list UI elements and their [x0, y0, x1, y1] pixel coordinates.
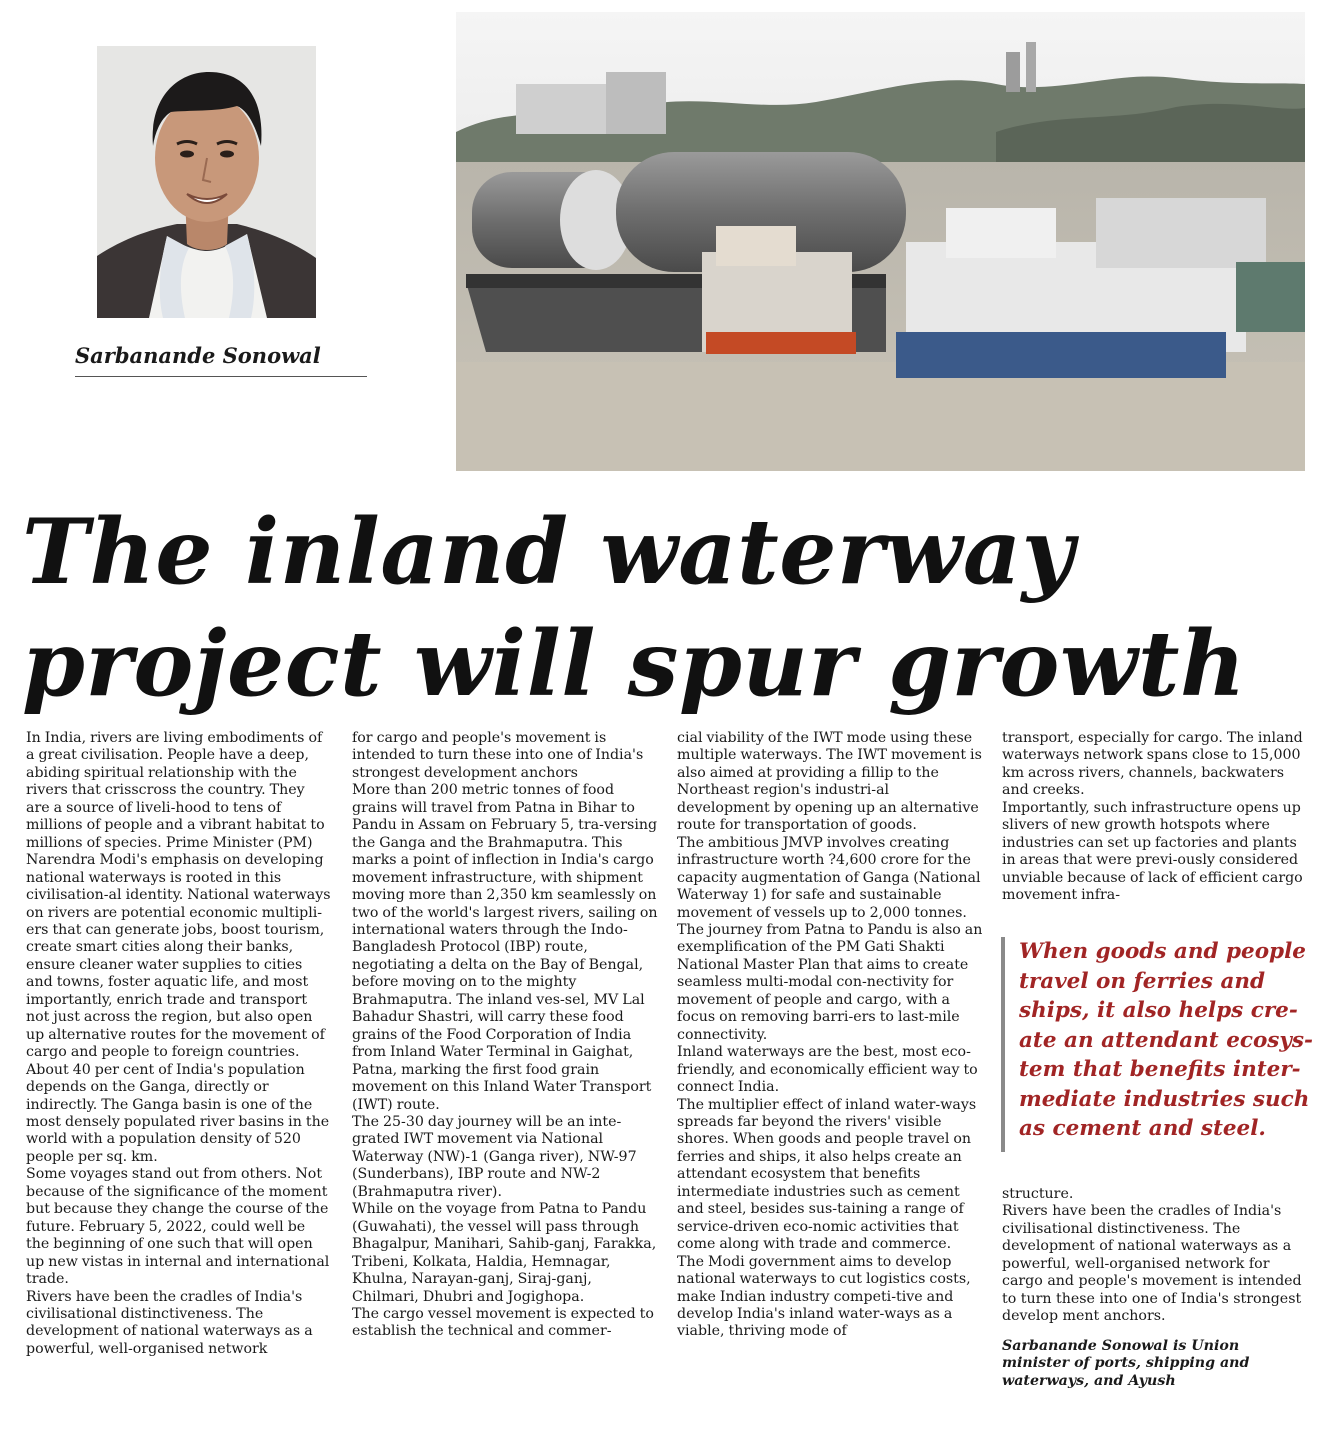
- paragraph: The ambitious JMVP involves creating infrastructure worth ?4,600 crore for the capacity augmentation of Ganga (National Waterway 1) for safe and sustainable movement of vessels up to 2,000 tonnes.: [677, 834, 981, 921]
- paragraph: The multiplier effect of inland water-ways spreads far beyond the rivers' visible shores. When goods and people travel on ferries and ships, it also helps create an attendant ecosystem that benefits intermediate industries such as cement and steel, besides sus-taining a range of service-driven eco-nomic activities that come along with trade and commerce.: [677, 1096, 977, 1253]
- cargo-vessel-photo: [456, 12, 1305, 471]
- article-column-4: [1002, 730, 1308, 905]
- paragraph: cial viability of the IWT mode using these multiple waterways. The IWT movement is also aimed at providing a fillip to the Northeast region's industri-al development by opening up an alternative route for transportation of goods.: [677, 730, 982, 834]
- paragraph: Inland waterways are the best, most eco-friendly, and economically efficient way to connect India.: [677, 1044, 978, 1096]
- article-column-4-continued: [1002, 1186, 1308, 1390]
- paragraph: The 25-30 day journey will be an inte-grated IWT movement via National Waterway (NW)-1 (Ganga river), NW-97 (Sunderbans), IBP route and NW-2 (Brahmaputra river).: [352, 1113, 637, 1200]
- paragraph: structure.: [1002, 1186, 1074, 1202]
- paragraph: Rivers have been the cradles of India's civilisational distinctiveness. The development of national waterways as a powerful, well-organised network for cargo and people's movement is intended to turn these into one of India's strongest develop ment anchors.: [1002, 1203, 1302, 1325]
- paragraph: Some voyages stand out from others. Not because of the significance of the moment but because they change the course of the future. February 5, 2022, could well be the beginning of one such that will open up new vistas in internal and international trade.: [26, 1166, 330, 1288]
- headline-line-1: The inland waterway: [22, 499, 1075, 605]
- article-column-3: [677, 730, 983, 1341]
- article-column-1: [26, 730, 332, 1358]
- paragraph: The cargo vessel movement is expected to establish the technical and commer-: [352, 1305, 654, 1340]
- paragraph: for cargo and people's movement is intended to turn these into one of India's strongest development anchors: [352, 730, 644, 781]
- paragraph: While on the voyage from Patna to Pandu (Guwahati), the vessel will pass through Bhagalpur, Manihari, Sahib-ganj, Farakka, Tribeni, Kolkata, Haldia, Hemnagar, Khulna, Narayan-ganj, Siraj-ganj, Chilmari, Dhubri and Jogighopa.: [352, 1201, 657, 1305]
- paragraph: In India, rivers are living embodiments of a great civilisation. People have a deep, abiding spiritual relationship with the rivers that crisscross the country. They are a source of liveli-hood to tens of millions of people and a vibrant habitat to millions of species. Prime Minister (PM) Narendra Modi's emphasis on developing national waterways is rooted in this civilisation-al identity. National waterways on rivers are potential economic multipli-ers that can generate jobs, boost tourism, create smart cities along their banks, ensure cleaner water supplies to cities and towns, foster aquatic life, and most importantly, enrich trade and transport not just across the region, but also open up alternative routes for the movement of cargo and people to foreign countries.: [26, 730, 331, 1061]
- author-bio: Sarbanande Sonowal is Union minister of ports, shipping and waterways, and Ayush: [1002, 1337, 1250, 1389]
- paragraph: More than 200 metric tonnes of food grains will travel from Patna in Bihar to Pandu in Assam on February 5, tra-versing the Ganga and the Brahmaputra. This marks a point of inflection in India's cargo movement infrastructure, with shipment moving more than 2,350 km seamlessly on two of the world's largest rivers, sailing on international waters through the Indo-Bangladesh Protocol (IBP) route, negotiating a delta on the Bay of Bengal, before moving on to the mighty Brahmaputra. The inland ves-sel, MV Lal Bahadur Shastri, will carry these food grains of the Food Corporation of India from Inland Water Terminal in Gaighat, Patna, marking the first food grain movement on this Inland Water Transport (IWT) route.: [352, 782, 658, 1113]
- pull-quote: When goods and people travel on ferries and ships, it also helps cre-ate an attendant ecosys-tem that benefits inter-mediate industries such as cement and steel.: [1001, 937, 1319, 1152]
- article-column-2: [352, 730, 658, 1341]
- paragraph: The Modi government aims to develop national waterways to cut logistics costs, make Indian industry competi-tive and develop India's inland water-ways as a viable, thriving mode of: [677, 1253, 971, 1340]
- author-byline: Sarbanande Sonowal: [75, 343, 367, 377]
- author-portrait: [97, 46, 316, 318]
- paragraph: About 40 per cent of India's population depends on the Ganga, directly or indirectly. The Ganga basin is one of the most densely populated river basins in the world with a population density of 520 people per sq. km.: [26, 1061, 330, 1165]
- headline-line-2: project will spur growth: [22, 611, 1246, 717]
- article-headline: [22, 496, 1312, 720]
- paragraph: Importantly, such infrastructure opens up slivers of new growth hotspots where industries can set up factories and plants in areas that were previ-ously considered unviable because of lack of efficient cargo movement infra-: [1002, 799, 1303, 904]
- paragraph: transport, especially for cargo. The inland waterways network spans close to 15,000 km across rivers, channels, backwaters and creeks.: [1002, 730, 1303, 799]
- paragraph: The journey from Patna to Pandu is also an exemplification of the PM Gati Shakti National Master Plan that aims to create seamless multi-modal con-nectivity for movement of people and cargo, with a focus on removing barri-ers to last-mile connectivity.: [677, 921, 983, 1043]
- paragraph: Rivers have been the cradles of India's civilisational distinctiveness. The development of national waterways as a powerful, well-organised network: [26, 1288, 313, 1357]
